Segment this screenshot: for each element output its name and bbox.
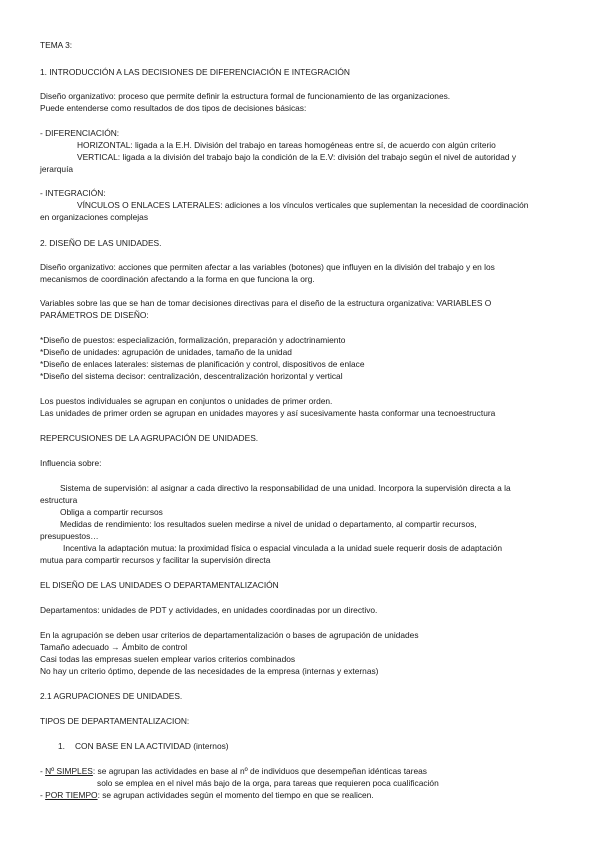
term-definition: : se agrupan las actividades en base al nº de individuos que desempeñan idénticas tareas [92, 766, 427, 776]
paragraph-line: Diseño organizativo: acciones que permiten afectar a las variables (botones) que influyen en la división del trabajo y en los [40, 262, 495, 272]
paragraph-line: Las unidades de primer orden se agrupan en unidades mayores y así sucesivamente hasta conformar una tecnoestructura [40, 408, 496, 418]
paragraph-line: Los puestos individuales se agrupan en conjuntos o unidades de primer orden. [40, 396, 333, 406]
paragraph-line: VERTICAL: ligada a la división del trabajo bajo la condición de la E.V: división del trabajo según el nivel de autoridad y [77, 152, 517, 162]
numbered-item-title: CON BASE EN LA ACTIVIDAD (internos) [75, 741, 229, 751]
paragraph-line: Medidas de rendimiento: los resultados suelen medirse a nivel de unidad o departamento, al compartir recursos, [60, 519, 477, 529]
section-heading-5: 2.1 AGRUPACIONES DE UNIDADES. [40, 691, 183, 701]
section-heading-1: 1. INTRODUCCIÓN A LAS DECISIONES DE DIFERENCIACIÓN E INTEGRACIÓN [40, 67, 350, 77]
paragraph-line: mutua para compartir recursos y facilitar la supervisión directa [40, 555, 271, 565]
paragraph-line: Tamaño adecuado → Ámbito de control [40, 642, 188, 652]
dash: - [40, 766, 46, 776]
paragraph-line: Obliga a compartir recursos [60, 507, 163, 517]
paragraph-line: Departamentos: unidades de PDT y actividades, en unidades coordinadas por un directivo. [40, 605, 378, 615]
paragraph-line: Variables sobre las que se han de tomar decisiones directivas para el diseño de la estructura organizativa: VARIABLES O [40, 298, 492, 308]
term-underlined: Nº SIMPLES [45, 766, 93, 776]
list-heading-integracion: - INTEGRACIÓN: [40, 188, 106, 198]
paragraph-line: No hay un criterio óptimo, depende de las necesidades de la empresa (internas y externas) [40, 666, 379, 676]
list-item: *Diseño del sistema decisor: centralización, descentralización horizontal y vertical [40, 371, 343, 381]
paragraph-line: En la agrupación se deben usar criterios de departamentalización o bases de agrupación de unidades [40, 630, 419, 640]
paragraph-line: PARÁMETROS DE DISEÑO: [40, 310, 149, 320]
paragraph-line: presupuestos… [40, 531, 99, 541]
list-heading-diferenciacion: - DIFERENCIACIÓN: [40, 128, 120, 138]
paragraph-line: jerarquía [40, 164, 74, 174]
term-underlined: POR TIEMPO [45, 790, 98, 800]
section-heading-6: TIPOS DE DEPARTAMENTALIZACION: [40, 716, 190, 726]
paragraph-line: HORIZONTAL: ligada a la E.H. División del trabajo en tareas homogéneas entre sí, de acuerdo con algún criterio [77, 140, 496, 150]
term-definition: : se agrupan actividades según el momento del tiempo en que se realicen. [97, 790, 374, 800]
topic-title: TEMA 3: [40, 40, 73, 50]
section-heading-3: REPERCUSIONES DE LA AGRUPACIÓN DE UNIDADES. [40, 433, 259, 443]
numbered-item-marker: 1. [58, 741, 65, 751]
list-item: *Diseño de enlaces laterales: sistemas de planificación y control, dispositivos de enlace [40, 359, 365, 369]
paragraph-line: Influencia sobre: [40, 458, 102, 468]
list-item-simples [40, 766, 560, 778]
dash: - [40, 790, 46, 800]
paragraph-line: Casi todas las empresas suelen emplear varios criterios combinados [40, 654, 296, 664]
paragraph-line: estructura [40, 495, 78, 505]
paragraph-line: VÍNCULOS O ENLACES LATERALES: adiciones a los vínculos verticales que suplementan la necesidad de coordinación [77, 200, 529, 210]
list-item: *Diseño de unidades: agrupación de unidades, tamaño de la unidad [40, 347, 292, 357]
paragraph-line: solo se emplea en el nivel más bajo de la orga, para tareas que requieren poca cualificación [97, 778, 439, 788]
paragraph-line: mecanismos de coordinación afectando a la forma en que funciona la org. [40, 274, 315, 284]
section-heading-2: 2. DISEÑO DE LAS UNIDADES. [40, 238, 162, 248]
paragraph-line: Sistema de supervisión: al asignar a cada directivo la responsabilidad de una unidad. Incorpora la supervisión directa a la [60, 483, 511, 493]
paragraph-line: Incentiva la adaptación mutua: la proximidad física o espacial vinculada a la unidad suele requerir dosis de adaptación [63, 543, 503, 553]
section-heading-4: EL DISEÑO DE LAS UNIDADES O DEPARTAMENTALIZACIÓN [40, 580, 279, 590]
paragraph-line: Puede entenderse como resultados de dos tipos de decisiones básicas: [40, 103, 307, 113]
paragraph-line: en organizaciones complejas [40, 212, 149, 222]
list-item-tiempo [40, 790, 560, 802]
paragraph-line: Diseño organizativo: proceso que permite definir la estructura formal de funcionamiento de las organizaciones. [40, 91, 451, 101]
list-item: *Diseño de puestos: especialización, formalización, preparación y adoctrinamiento [40, 335, 346, 345]
